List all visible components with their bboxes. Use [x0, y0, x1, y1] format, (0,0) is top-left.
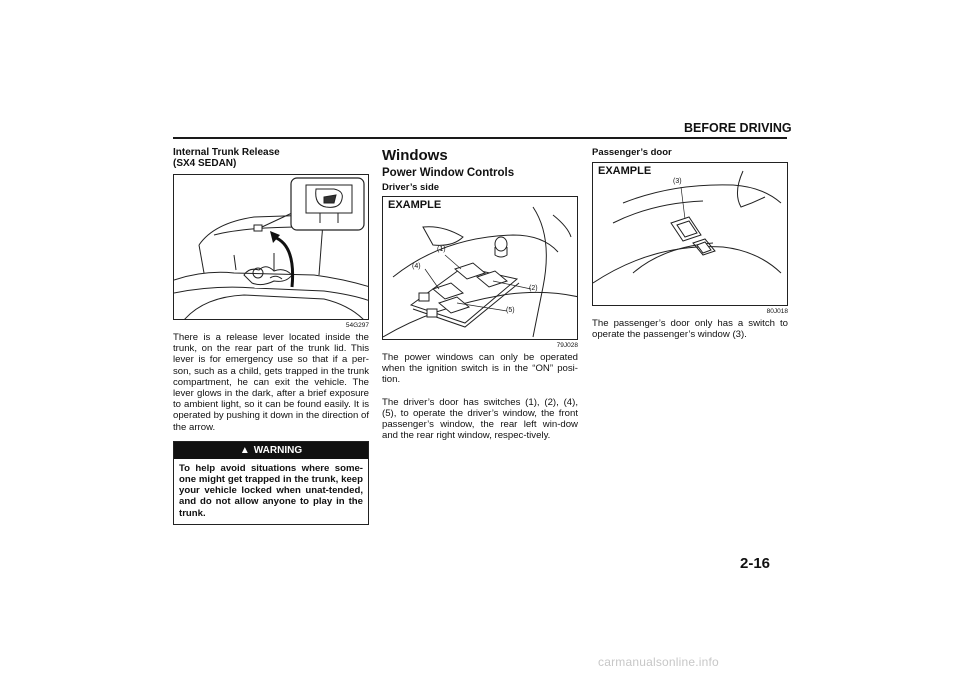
- warning-text: To help avoid situations where some-one might get trapped in the trunk, keep your vehicle locked when unat-tended, and do not allow anyone to play in the trunk.: [179, 462, 363, 519]
- windows-heading: Windows: [382, 147, 448, 164]
- drivers-side-heading: Driver’s side: [382, 182, 440, 193]
- warning-header: [174, 442, 368, 459]
- drivers-door-paragraph: The driver’s door has switches (1), (2), (4), (5), to operate the driver’s window, the front passenger’s window, the rear left win-dow and the rear right window, respec-tively.: [382, 396, 578, 442]
- trunk-release-subheading: (SX4 SEDAN): [173, 158, 237, 169]
- callout-3: (3): [673, 178, 682, 185]
- passenger-switch-illustration: [593, 163, 788, 306]
- page-number: 2-16: [740, 555, 771, 572]
- column-passenger: [592, 147, 788, 340]
- drivers-side-figure: [382, 196, 578, 340]
- callout-5: (5): [506, 307, 515, 314]
- callout-1: (1): [437, 246, 446, 253]
- trunk-illustration: [174, 175, 369, 320]
- passenger-figure-code: 80J018: [766, 308, 788, 315]
- warning-icon: ▲: [239, 444, 250, 456]
- warning-title: WARNING: [253, 444, 303, 456]
- ignition-paragraph: The power windows can only be operated when the ignition switch is in the “ON” posi-tion.: [382, 352, 578, 386]
- header-rule: [173, 137, 787, 139]
- trunk-release-heading: Internal Trunk Release: [173, 147, 280, 158]
- example-label: EXAMPLE: [388, 199, 442, 211]
- power-window-controls-heading: Power Window Controls: [382, 167, 515, 179]
- example-label-passenger: EXAMPLE: [598, 165, 652, 177]
- drivers-figure-code: 79J028: [556, 342, 578, 349]
- warning-box: [173, 441, 369, 525]
- column-trunk-release: [173, 147, 369, 525]
- trunk-release-figure: [173, 174, 369, 320]
- passenger-paragraph: The passenger’s door only has a switch to operate the passenger’s window (3).: [592, 318, 788, 341]
- trunk-release-paragraph: There is a release lever located inside the trunk, on the rear part of the trunk lid. This lever is for emergency use so that if a per-son, such as a child, gets trapped in the trunk compartment, he can exit the vehicle. The lever glows in the dark, after a brief exposure to ambient light, so it can be found easily. It is operated by pushing it down in the direction of the arrow.: [173, 332, 369, 433]
- column-windows: [382, 147, 578, 441]
- section-title: BEFORE DRIVING: [684, 121, 792, 135]
- passengers-door-heading: Passenger’s door: [592, 147, 672, 158]
- watermark: carmanualsonline.info: [598, 655, 719, 669]
- trunk-figure-code: 54G297: [345, 322, 369, 329]
- passengers-door-figure: [592, 162, 788, 306]
- callout-2: (2): [529, 285, 538, 292]
- callout-4: (4): [412, 263, 421, 270]
